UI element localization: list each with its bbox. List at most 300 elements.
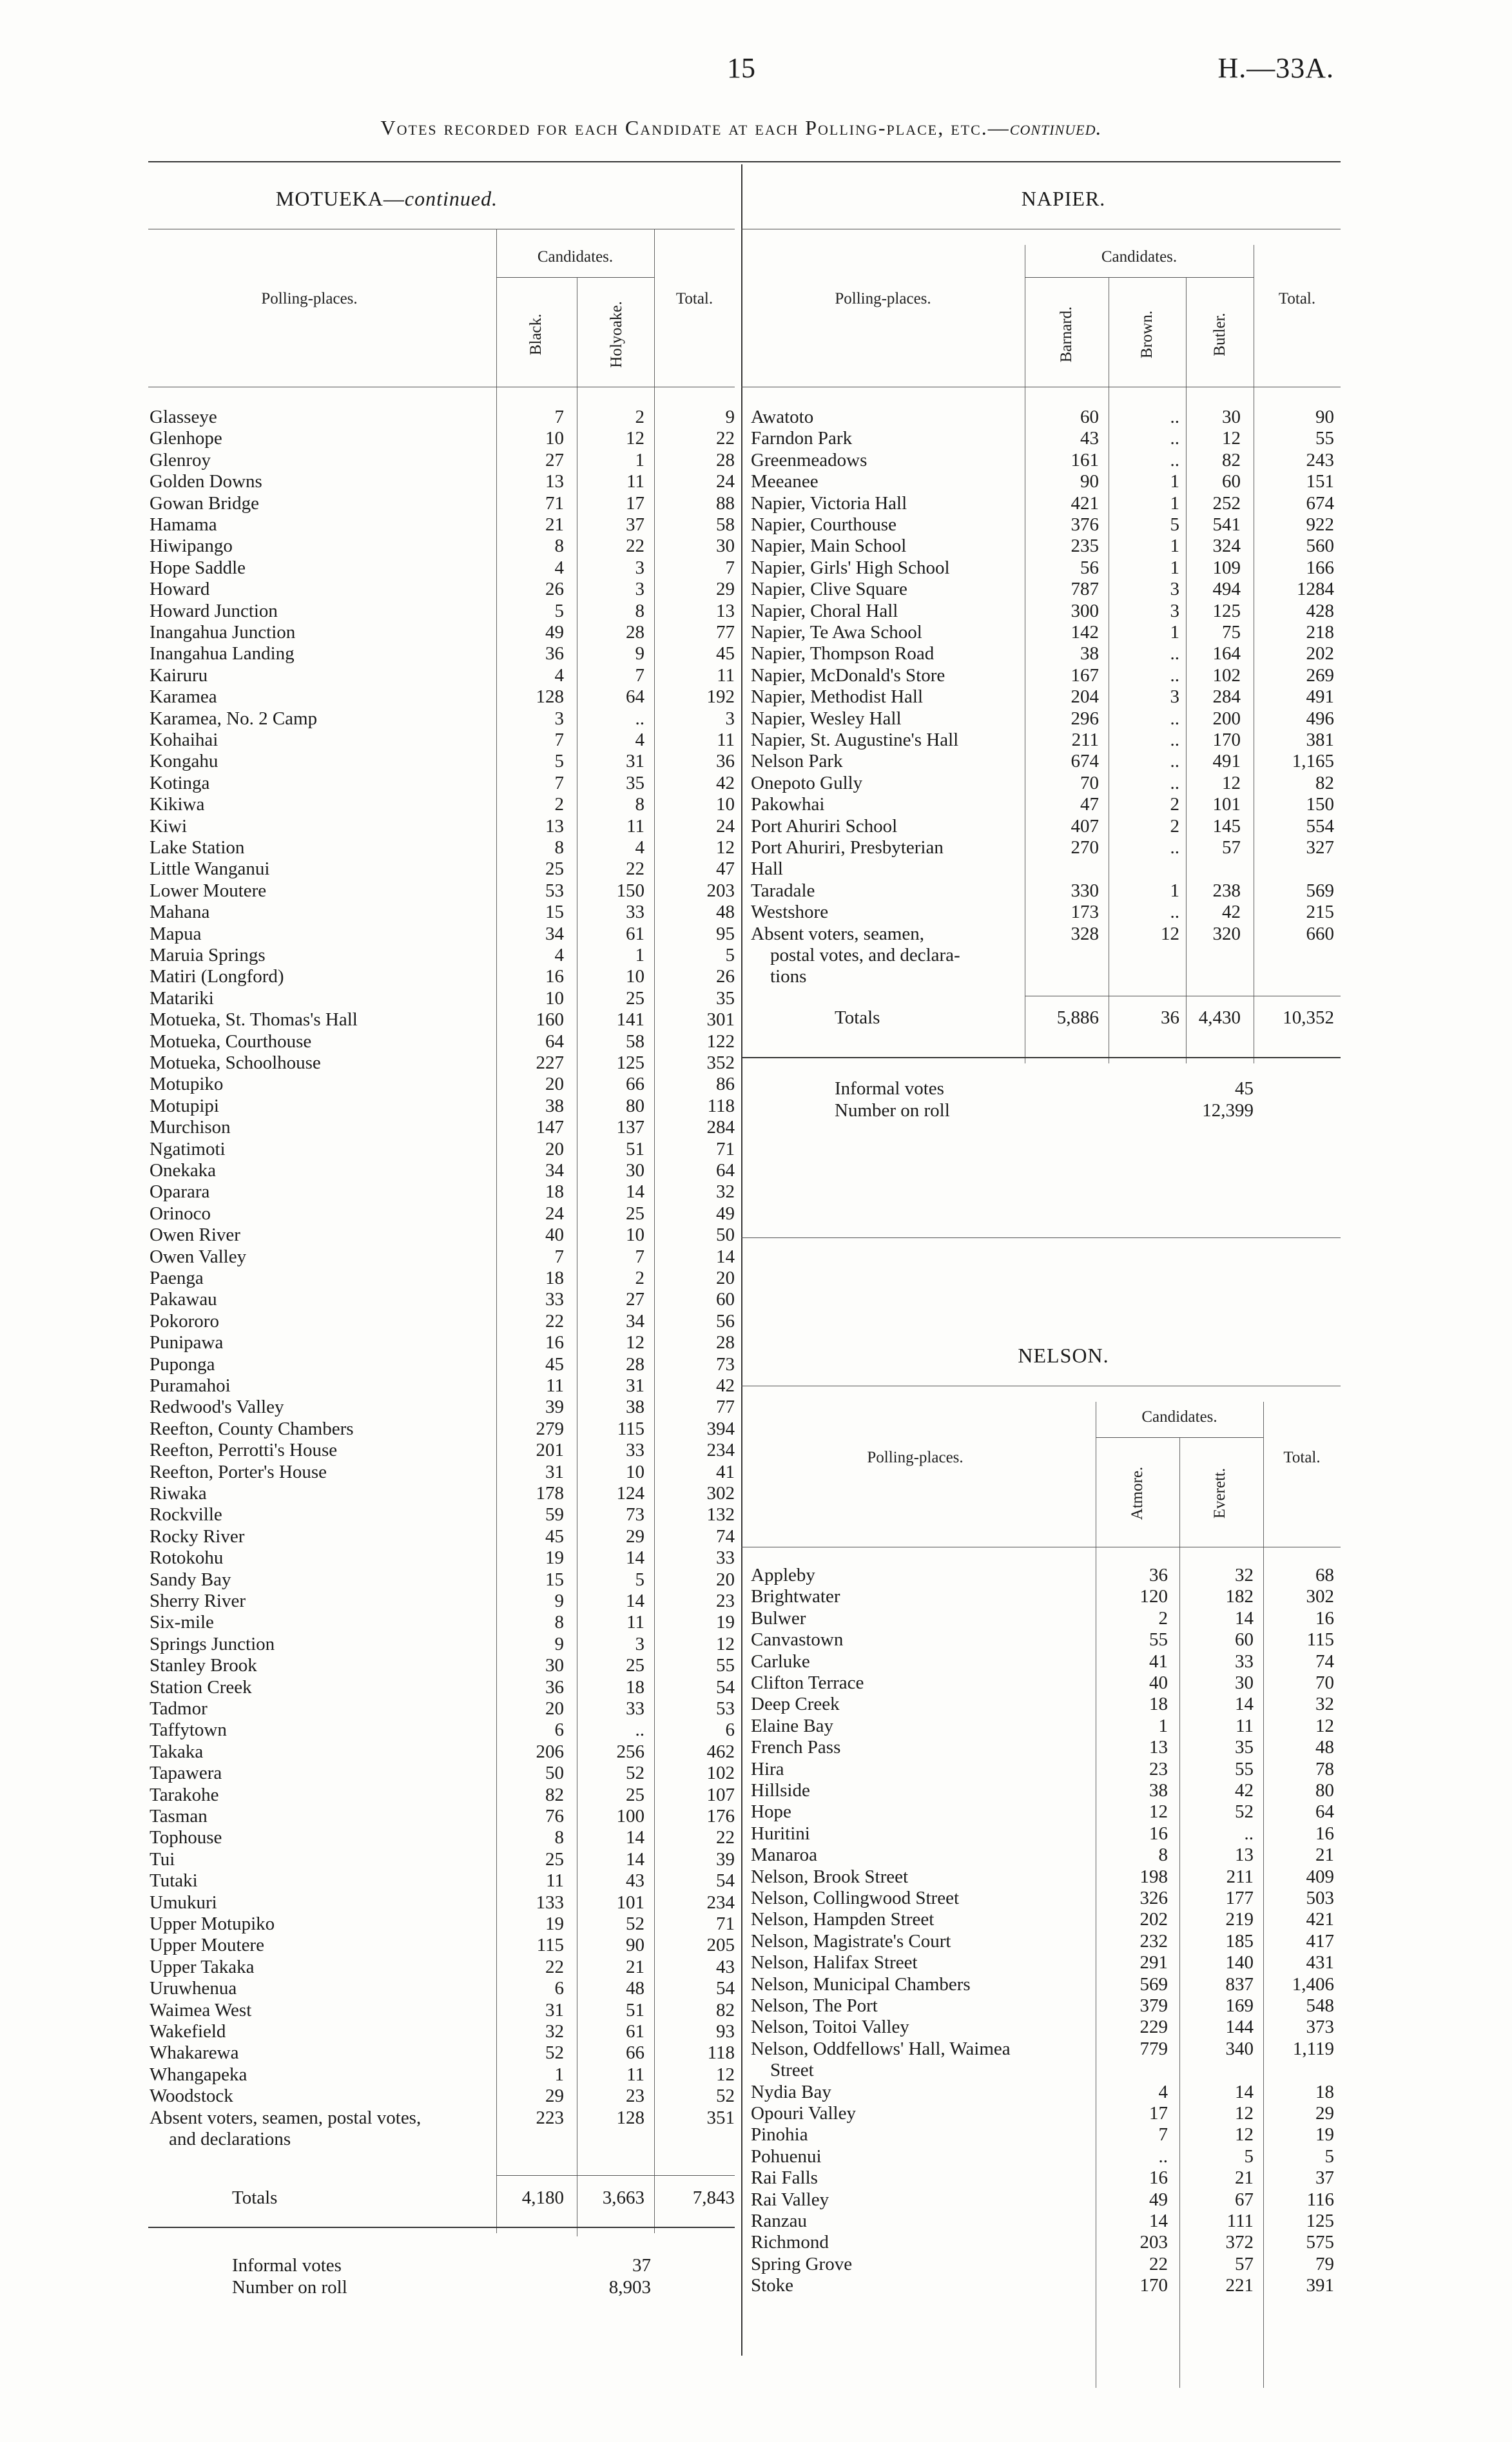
page-title	[129, 116, 1353, 140]
nelson-row-atmore: 13	[1149, 1737, 1168, 1758]
motueka-row-total: 10	[716, 794, 735, 815]
motueka-row-black: 178	[536, 1483, 564, 1504]
motueka-row-black: 8	[554, 536, 564, 557]
nelson-row-everett: 837	[1225, 1973, 1254, 1995]
motueka-header-holyoake: Holyoake.	[608, 301, 625, 368]
napier-row-place: Napier, Girls' High School	[751, 557, 950, 578]
motueka-row-place: Reefton, County Chambers	[150, 1418, 354, 1439]
nelson-row-everett: 211	[1226, 1866, 1254, 1887]
nelson-row-everett: 14	[1235, 1694, 1254, 1715]
motueka-row-holyoake: 27	[626, 1289, 645, 1310]
motueka-row-holyoake: 37	[626, 514, 645, 535]
nelson-row-atmore: 291	[1139, 1952, 1168, 1973]
motueka-row-place: Gowan Bridge	[150, 492, 259, 514]
motueka-row-place: Tui	[150, 1848, 175, 1870]
motueka-row-place: Ngatimoti	[150, 1138, 226, 1159]
napier-row-butler: 541	[1212, 514, 1241, 535]
napier-row-butler: 109	[1212, 557, 1241, 578]
nelson-row-atmore: 16	[1149, 2167, 1168, 2189]
motueka-row-total: 12	[716, 1633, 735, 1654]
nelson-row-atmore: 4	[1158, 2081, 1168, 2102]
motueka-row-total: 24	[716, 471, 735, 492]
motueka-row-place: Reefton, Porter's House	[150, 1461, 327, 1482]
nelson-row-everett: 55	[1235, 1758, 1254, 1779]
napier-row-barnard: 142	[1071, 622, 1099, 643]
nelson-row-everett: 144	[1225, 2017, 1254, 2038]
nelson-row-total: 116	[1306, 2189, 1334, 2210]
napier-row-place: Napier, Wesley Hall	[751, 708, 902, 729]
nelson-row-everett: 11	[1236, 1715, 1254, 1736]
nelson-row-everett: 21	[1235, 2167, 1254, 2189]
motueka-row-total: 28	[716, 1332, 735, 1353]
motueka-row-total: 41	[716, 1461, 735, 1482]
motueka-row-place: Stanley Brook	[150, 1655, 257, 1676]
nelson-row-place: Opouri Valley	[751, 2103, 856, 2124]
napier-row-total: 90	[1315, 407, 1334, 427]
motueka-row-black: 16	[545, 1332, 564, 1353]
napier-absent-label-3: tions	[770, 965, 807, 987]
napier-row-place: Napier, McDonald's Store	[751, 664, 945, 686]
motueka-row-holyoake: 28	[626, 622, 645, 643]
nelson-row-everett: 60	[1235, 1629, 1254, 1651]
motueka-row-holyoake: 52	[626, 1914, 645, 1934]
motueka-row-holyoake: 80	[626, 1095, 645, 1116]
napier-totals-bottom-rule	[741, 1057, 1341, 1058]
page-title-main: Votes recorded for each Candidate at each Polling-place, etc.—	[380, 116, 1010, 139]
motueka-row-place: Golden Downs	[150, 471, 262, 492]
motueka-row-total: 43	[716, 1956, 735, 1977]
nelson-row-everett: 169	[1225, 1995, 1254, 2016]
nelson-row-place: French Pass	[751, 1737, 841, 1758]
napier-row-place: Westshore	[751, 902, 829, 923]
napier-absent-label-2: postal votes, and declara-	[770, 944, 960, 965]
motueka-row-total: 58	[716, 514, 735, 535]
motueka-row-holyoake: 4	[635, 730, 645, 750]
nelson-row-place: Carluke	[751, 1651, 810, 1672]
motueka-row-total: 118	[707, 1095, 735, 1116]
motueka-row-place: Rotokohu	[150, 1547, 224, 1569]
napier-row-barnard: 787	[1071, 579, 1099, 600]
motueka-row-place: Reefton, Perrotti's House	[150, 1440, 338, 1461]
motueka-row-place: Maruia Springs	[150, 945, 266, 965]
napier-row-brown: 1	[1170, 492, 1179, 514]
motueka-row-total: 205	[706, 1935, 735, 1956]
motueka-row-black: 22	[545, 1310, 564, 1332]
motueka-row-holyoake: 11	[626, 2064, 645, 2085]
motueka-candidates-rule	[496, 277, 654, 278]
nelson-row-total: 5	[1324, 2146, 1334, 2167]
napier-row-butler: 324	[1212, 536, 1241, 557]
nelson-row-total: 575	[1306, 2232, 1334, 2253]
motueka-row-black: 128	[536, 686, 564, 708]
napier-row-total: 151	[1306, 471, 1334, 492]
nelson-row-atmore: 379	[1139, 1995, 1168, 2016]
napier-row-butler: 491	[1212, 751, 1241, 772]
motueka-row-place: Mahana	[150, 902, 210, 923]
motueka-row-black: 20	[545, 1074, 564, 1095]
motueka-row-place: Glenroy	[150, 449, 211, 470]
napier-row-barnard: 407	[1071, 815, 1099, 837]
napier-row-total: 428	[1306, 600, 1334, 621]
motueka-row-place: Tutaki	[150, 1870, 198, 1892]
napier-row-barnard: 60	[1080, 407, 1099, 427]
motueka-row-total: 302	[706, 1483, 735, 1504]
nelson-row-total: 80	[1315, 1780, 1334, 1801]
nelson-row-atmore: 120	[1139, 1586, 1168, 1607]
nelson-header-candidates: Candidates.	[1141, 1408, 1217, 1426]
napier-row-butler: 12	[1222, 428, 1241, 449]
motueka-row-total: 3	[725, 708, 735, 729]
motueka-row-total: 132	[706, 1504, 735, 1526]
napier-section-title: NAPIER.	[1021, 187, 1106, 210]
nelson-row-atmore: 16	[1149, 1823, 1168, 1844]
motueka-row-total: 102	[706, 1763, 735, 1784]
motueka-totals-top-rule	[496, 2175, 735, 2176]
motueka-absent-holyoake: 128	[616, 2107, 645, 2128]
motueka-row-black: 16	[545, 966, 564, 987]
motueka-row-holyoake: 66	[626, 2042, 645, 2064]
motueka-row-total: 47	[716, 858, 735, 880]
motueka-row-black: 31	[545, 1461, 564, 1482]
motueka-row-place: Umukuri	[150, 1892, 217, 1913]
nelson-row-atmore: 2	[1158, 1607, 1168, 1629]
nelson-row-everett: 67	[1235, 2189, 1254, 2210]
motueka-row-black: 53	[545, 880, 564, 901]
motueka-row-place: Woodstock	[150, 2086, 233, 2107]
napier-row-butler: 102	[1212, 664, 1241, 686]
nelson-row-atmore: 779	[1139, 2038, 1168, 2059]
napier-row-butler: 170	[1212, 730, 1241, 750]
napier-informal-label: Informal votes	[835, 1078, 944, 1099]
nelson-row-place: Deep Creek	[751, 1694, 840, 1715]
motueka-row-total: 14	[716, 1246, 735, 1267]
nelson-row-atmore: 22	[1149, 2253, 1168, 2274]
napier-row-barnard: 674	[1071, 751, 1099, 772]
motueka-row-total: 32	[716, 1181, 735, 1203]
motueka-row-holyoake: 14	[626, 1181, 645, 1203]
napier-row-butler: 101	[1212, 794, 1241, 815]
nelson-row-place: Manaroa	[751, 1845, 818, 1866]
document-reference: H.—33A.	[1217, 52, 1334, 84]
motueka-row-black: 227	[536, 1052, 564, 1073]
nelson-row-total: 1,406	[1292, 1973, 1334, 1995]
napier-row-brown: ..	[1170, 730, 1179, 750]
motueka-row-total: 9	[725, 407, 735, 427]
nelson-row-total: 409	[1306, 1866, 1334, 1887]
napier-row-brown: 3	[1170, 686, 1179, 708]
napier-row-barnard: 328	[1071, 923, 1099, 944]
motueka-row-black: 39	[545, 1397, 564, 1418]
motueka-row-holyoake: 11	[626, 815, 645, 837]
motueka-row-black: 20	[545, 1698, 564, 1719]
motueka-row-holyoake: 48	[626, 1978, 645, 1999]
motueka-row-holyoake: ..	[635, 1720, 645, 1741]
motueka-row-total: 20	[716, 1569, 735, 1590]
motueka-row-holyoake: 17	[626, 492, 645, 514]
motueka-informal-label: Informal votes	[232, 2255, 342, 2276]
motueka-row-total: 39	[716, 1848, 735, 1870]
motueka-row-place: Matariki	[150, 987, 214, 1009]
nelson-section-title: NELSON.	[1018, 1344, 1109, 1367]
motueka-row-total: 35	[716, 987, 735, 1009]
motueka-row-total: 23	[716, 1591, 735, 1611]
napier-row-barnard: 56	[1080, 557, 1099, 578]
motueka-row-total: 49	[716, 1203, 735, 1224]
motueka-row-black: 19	[545, 1547, 564, 1569]
motueka-row-holyoake: 52	[626, 1763, 645, 1784]
motueka-row-holyoake: 25	[626, 987, 645, 1009]
napier-row-total: 215	[1306, 902, 1334, 923]
napier-row-total: 569	[1306, 880, 1334, 901]
napier-row-butler: 200	[1212, 708, 1241, 729]
napier-row-total: 150	[1306, 794, 1334, 815]
nelson-row-everett: 185	[1225, 1930, 1254, 1952]
motueka-row-place: Riwaka	[150, 1483, 207, 1504]
nelson-row-total: 12	[1315, 1715, 1334, 1736]
nelson-row-everett: 33	[1235, 1651, 1254, 1672]
motueka-row-black: 4	[554, 557, 564, 578]
motueka-row-total: 54	[716, 1870, 735, 1892]
nelson-row-total: 391	[1306, 2275, 1334, 2296]
napier-row-place: Napier, Choral Hall	[751, 600, 898, 621]
motueka-row-place: Glasseye	[150, 407, 217, 427]
motueka-informal-value: 37	[632, 2255, 651, 2276]
nelson-row-total: 16	[1315, 1823, 1334, 1844]
motueka-row-black: 5	[554, 600, 564, 621]
motueka-row-black: 26	[545, 579, 564, 600]
motueka-row-black: 1	[554, 2064, 564, 2085]
motueka-row-black: 160	[536, 1009, 564, 1031]
motueka-row-place: Motueka, St. Thomas's Hall	[150, 1009, 358, 1031]
nelson-row-atmore: 18	[1149, 1694, 1168, 1715]
motueka-row-place: Tophouse	[150, 1827, 222, 1848]
nelson-row-everett: 12	[1235, 2124, 1254, 2146]
motueka-row-holyoake: 66	[626, 1074, 645, 1095]
motueka-row-total: 88	[716, 492, 735, 514]
motueka-row-total: 12	[716, 2064, 735, 2085]
nelson-row-place: Nelson, Collingwood Street	[751, 1888, 960, 1908]
nelson-col-divider-2	[1179, 1437, 1180, 2388]
nelson-row-place: Nelson, Toitoi Valley	[751, 2017, 909, 2038]
napier-row-total: 491	[1306, 686, 1334, 708]
nelson-row-place: Rai Valley	[751, 2189, 829, 2210]
motueka-row-black: 13	[545, 815, 564, 837]
napier-row-total: 202	[1306, 643, 1334, 664]
motueka-row-black: 4	[554, 664, 564, 686]
napier-row-butler: 284	[1212, 686, 1241, 708]
motueka-row-total: 13	[716, 600, 735, 621]
nelson-row-atmore: 23	[1149, 1758, 1168, 1779]
motueka-row-place: Howard Junction	[150, 600, 278, 621]
nelson-row-everett: 14	[1235, 1607, 1254, 1629]
motueka-row-holyoake: 125	[616, 1052, 645, 1073]
motueka-row-holyoake: 28	[626, 1353, 645, 1375]
nelson-row-everett: 340	[1225, 2038, 1254, 2059]
motueka-row-place: Wakefield	[150, 2021, 226, 2042]
nelson-row-total: 37	[1315, 2167, 1334, 2189]
motueka-row-holyoake: 61	[626, 923, 645, 944]
motueka-row-holyoake: 31	[626, 1375, 645, 1396]
napier-row-total: 1284	[1297, 579, 1334, 600]
napier-row-brown: 1	[1170, 471, 1179, 492]
napier-row-place: Port Ahuriri School	[751, 815, 898, 837]
motueka-row-holyoake: 33	[626, 902, 645, 923]
motueka-row-place: Kiwi	[150, 815, 187, 837]
motueka-row-black: 50	[545, 1763, 564, 1784]
napier-row-total: 82	[1315, 772, 1334, 793]
nelson-row-place: Bulwer	[751, 1607, 806, 1629]
motueka-row-black: 279	[536, 1418, 564, 1439]
motueka-row-total: 45	[716, 643, 735, 664]
motueka-row-place: Tasman	[150, 1806, 208, 1827]
motueka-row-holyoake: 23	[626, 2086, 645, 2107]
motueka-row-total: 20	[716, 1268, 735, 1288]
motueka-row-place: Hiwipango	[150, 536, 233, 557]
napier-row-brown: 1	[1170, 536, 1179, 557]
napier-row-brown: 36	[1161, 1007, 1179, 1028]
motueka-row-holyoake: 3	[635, 1633, 645, 1654]
napier-row-place: Napier, St. Augustine's Hall	[751, 730, 959, 750]
nelson-row-place: Pohuenui	[751, 2146, 822, 2167]
motueka-row-total: 24	[716, 815, 735, 837]
nelson-row-everett: 372	[1225, 2232, 1254, 2253]
napier-row-brown: 5	[1170, 514, 1179, 535]
motueka-row-black: 36	[545, 643, 564, 664]
nelson-row-atmore: 1	[1158, 1715, 1168, 1736]
motueka-totals-label: Totals	[232, 2187, 278, 2208]
motueka-row-holyoake: 58	[626, 1031, 645, 1052]
motueka-totals-total: 7,843	[692, 2187, 735, 2208]
motueka-row-total: 7	[725, 557, 735, 578]
napier-row-butler: 145	[1212, 815, 1241, 837]
motueka-row-holyoake: 31	[626, 751, 645, 772]
motueka-row-total: 22	[716, 1827, 735, 1848]
nelson-row-everett: 42	[1235, 1780, 1254, 1801]
motueka-row-holyoake: 38	[626, 1397, 645, 1418]
motueka-row-holyoake: 5	[635, 1569, 645, 1590]
motueka-row-place: Waimea West	[150, 1999, 252, 2020]
nelson-row-everett: 57	[1235, 2253, 1254, 2274]
motueka-row-place: Owen River	[150, 1225, 240, 1246]
motueka-row-place: Upper Motupiko	[150, 1914, 275, 1934]
napier-row-barnard: 211	[1071, 730, 1099, 750]
motueka-row-holyoake: 1	[635, 449, 645, 470]
nelson-row-everett: 140	[1225, 1952, 1254, 1973]
motueka-title-suffix: continued.	[404, 187, 498, 210]
napier-row-place: Napier, Clive Square	[751, 579, 907, 600]
nelson-row-everett: 12	[1235, 2103, 1254, 2124]
nelson-row-place: Rai Falls	[751, 2167, 818, 2189]
motueka-row-black: 71	[545, 492, 564, 514]
napier-row-brown: ..	[1170, 664, 1179, 686]
motueka-absent-black: 223	[536, 2107, 564, 2128]
napier-row-total: 269	[1306, 664, 1334, 686]
motueka-row-place: Springs Junction	[150, 1633, 275, 1654]
motueka-row-holyoake: 14	[626, 1591, 645, 1611]
nelson-row-total: 21	[1315, 1845, 1334, 1866]
page-number: 15	[727, 52, 755, 84]
motueka-row-black: 7	[554, 407, 564, 427]
motueka-row-holyoake: 2	[635, 407, 645, 427]
motueka-row-holyoake: 12	[626, 1332, 645, 1353]
nelson-row-place: Clifton Terrace	[751, 1672, 864, 1693]
napier-header-polling-places: Polling-places.	[835, 290, 931, 307]
motueka-row-total: 234	[706, 1892, 735, 1913]
nelson-oddfellows-label-2: Street	[770, 2059, 814, 2080]
nelson-row-everett: 111	[1226, 2211, 1254, 2231]
motueka-row-holyoake: 51	[626, 1999, 645, 2020]
napier-row-brown: ..	[1170, 708, 1179, 729]
nelson-row-place: Nelson, Municipal Chambers	[751, 1973, 971, 1995]
motueka-row-black: 18	[545, 1268, 564, 1288]
motueka-row-holyoake: 10	[626, 1461, 645, 1482]
motueka-row-holyoake: 21	[626, 1956, 645, 1977]
napier-roll-label: Number on roll	[835, 1100, 950, 1121]
napier-row-barnard: 90	[1080, 471, 1099, 492]
motueka-row-holyoake: 3	[635, 579, 645, 600]
motueka-roll-value: 8,903	[608, 2277, 651, 2298]
napier-row-brown: 2	[1170, 815, 1179, 837]
motueka-row-total: 77	[716, 1397, 735, 1418]
motueka-row-holyoake: 115	[617, 1418, 645, 1439]
napier-end-rule	[741, 1237, 1341, 1238]
title-rule	[148, 161, 1341, 162]
nelson-row-place: Nelson, Brook Street	[751, 1866, 909, 1887]
center-divider	[741, 164, 742, 2356]
motueka-row-total: 28	[716, 449, 735, 470]
motueka-row-place: Inangahua Landing	[150, 643, 295, 664]
motueka-row-total: 42	[716, 1375, 735, 1396]
motueka-row-black: 34	[545, 923, 564, 944]
napier-row-butler: 12	[1222, 772, 1241, 793]
napier-row-brown: ..	[1170, 837, 1179, 858]
nelson-row-total: 70	[1315, 1672, 1334, 1693]
nelson-row-place: Appleby	[751, 1565, 815, 1585]
motueka-row-total: 12	[716, 837, 735, 858]
napier-row-butler: 125	[1212, 600, 1241, 621]
motueka-row-black: 9	[554, 1591, 564, 1611]
motueka-row-place: Kohaihai	[150, 730, 218, 750]
napier-row-total: 243	[1306, 449, 1334, 470]
motueka-row-holyoake: 22	[626, 858, 645, 880]
motueka-row-place: Rocky River	[150, 1526, 245, 1547]
motueka-row-total: 11	[717, 730, 735, 750]
motueka-row-place: Redwood's Valley	[150, 1397, 284, 1418]
motueka-row-holyoake: 256	[616, 1741, 645, 1762]
motueka-row-place: Karamea	[150, 686, 217, 708]
nelson-row-atmore: 49	[1149, 2189, 1168, 2210]
napier-row-barnard: 296	[1071, 708, 1099, 729]
motueka-row-place: Upper Moutere	[150, 1935, 264, 1956]
motueka-row-place: Hope Saddle	[150, 557, 246, 578]
motueka-row-total: 107	[706, 1784, 735, 1805]
motueka-row-place: Motueka, Courthouse	[150, 1031, 312, 1052]
napier-row-barnard: 300	[1071, 600, 1099, 621]
napier-row-brown: 3	[1170, 579, 1179, 600]
motueka-row-black: 8	[554, 837, 564, 858]
motueka-row-black: 18	[545, 1181, 564, 1203]
napier-row-butler: 75	[1222, 622, 1241, 643]
napier-row-place: Napier, Main School	[751, 536, 907, 557]
motueka-totals-black: 4,180	[521, 2187, 564, 2208]
motueka-row-total: 74	[716, 1526, 735, 1547]
motueka-row-total: 352	[706, 1052, 735, 1073]
motueka-row-black: 82	[545, 1784, 564, 1805]
motueka-row-total: 56	[716, 1310, 735, 1332]
motueka-row-total: 71	[716, 1138, 735, 1159]
napier-row-barnard: 5,886	[1056, 1007, 1099, 1028]
motueka-row-holyoake: 8	[635, 794, 645, 815]
